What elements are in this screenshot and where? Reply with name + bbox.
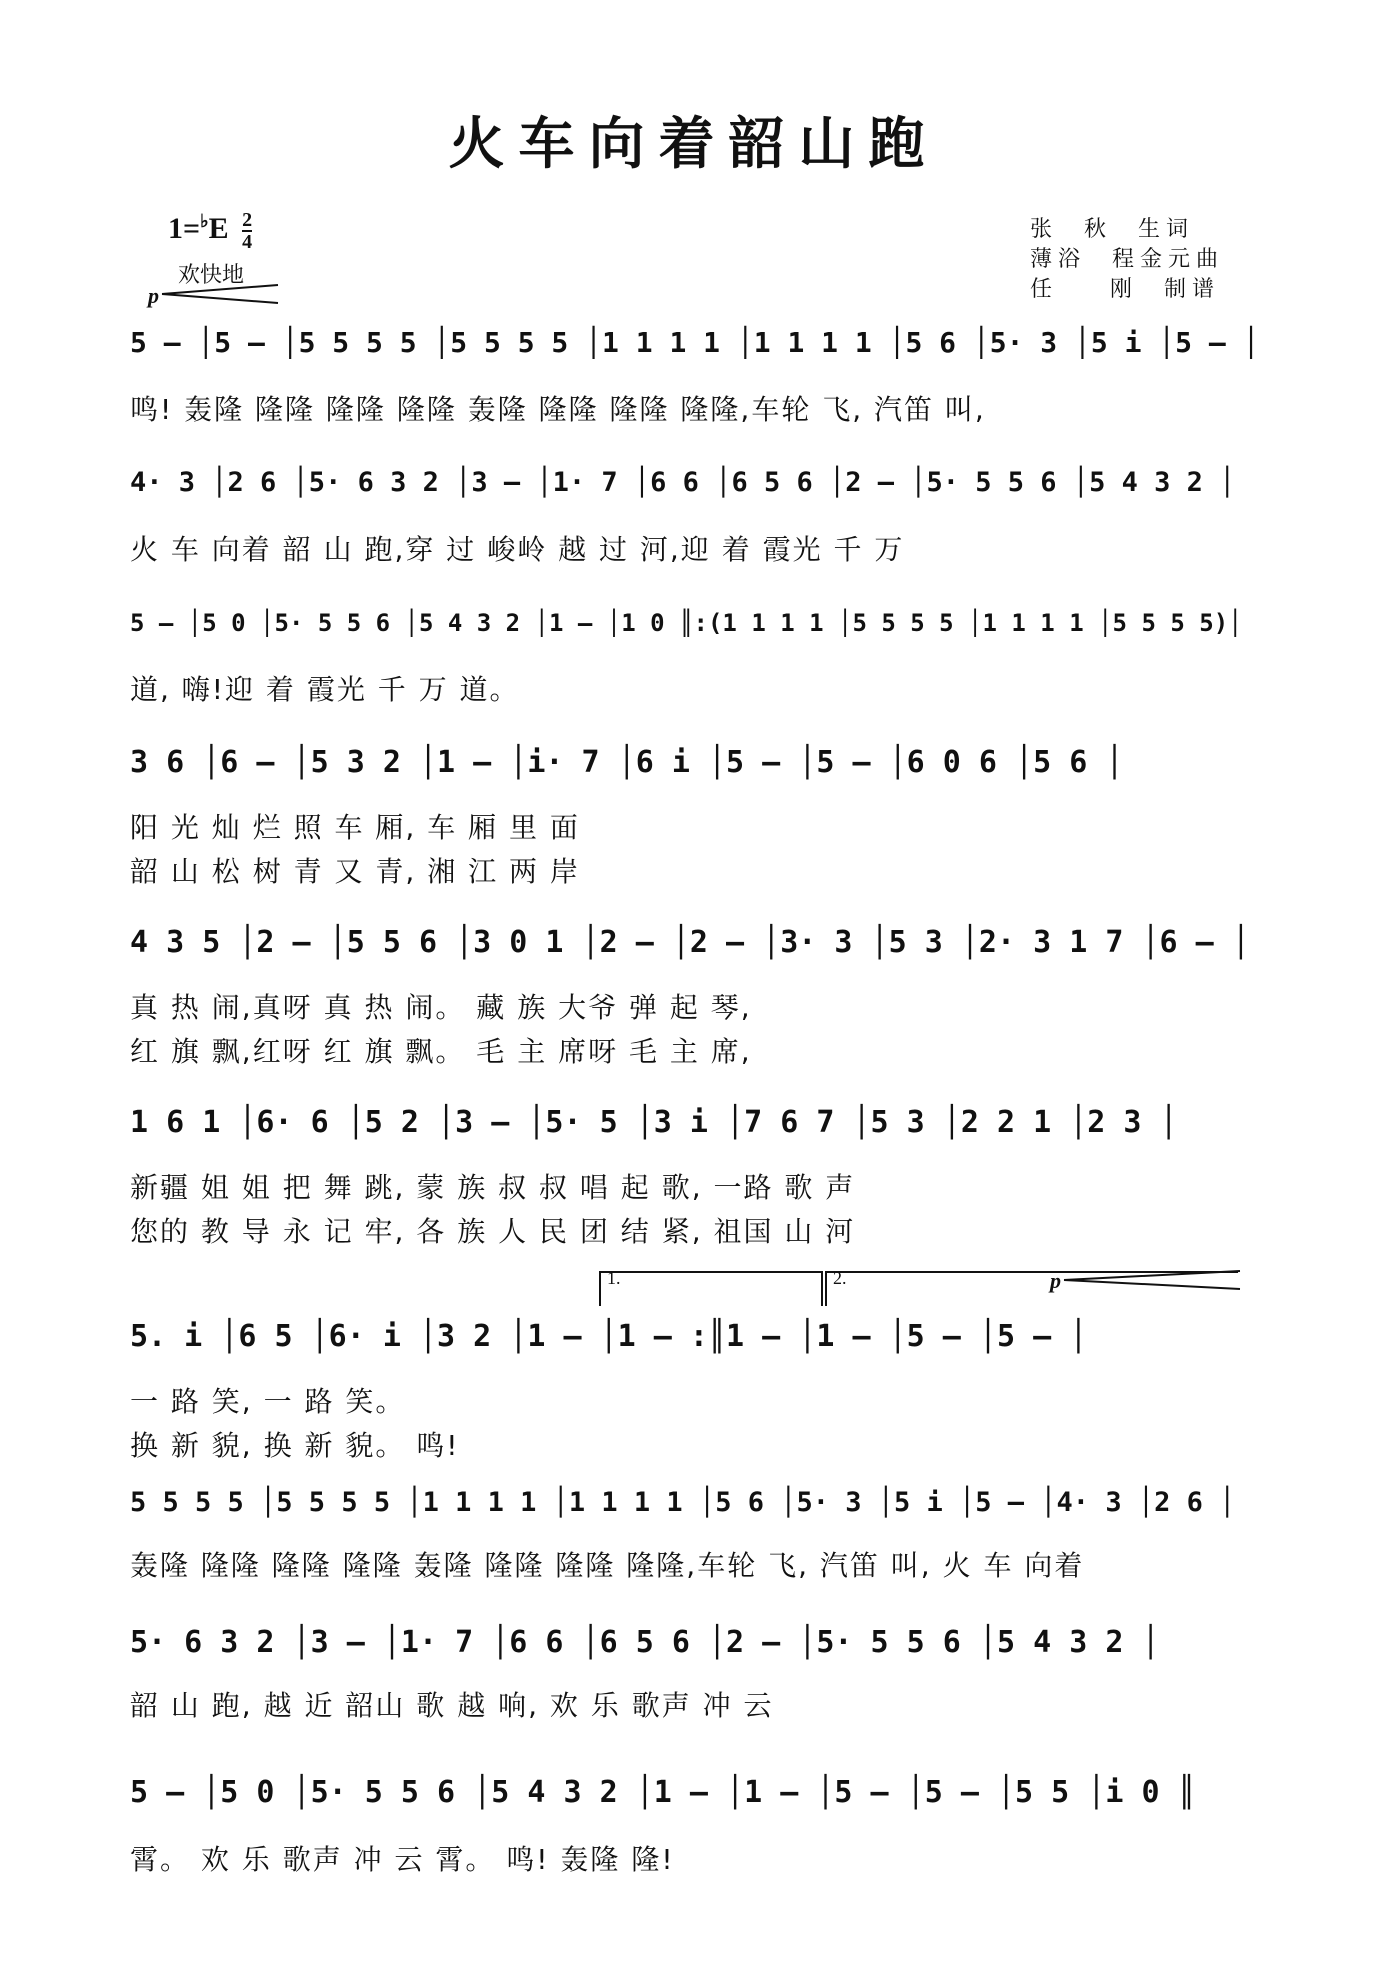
crescendo-hairpin-2 bbox=[1062, 1268, 1242, 1292]
lyric-line-verse-1: 真 热 闹,真呀 真 热 闹。 藏 族 大爷 弹 起 琴, bbox=[130, 991, 752, 1024]
lyric-line: 轰隆 隆隆 隆隆 隆隆 轰隆 隆隆 隆隆 隆隆,车轮 飞, 汽笛 叫, 火 车 向着 bbox=[130, 1549, 1085, 1582]
notation-line: 5 – │5 0 │5· 5 5 6 │5 4 3 2 │1 – │1 – │5 – │5 – │5 5 │i 0 ║ bbox=[130, 1775, 1196, 1810]
notation-line: 5 5 5 5 │5 5 5 5 │1 1 1 1 │1 1 1 1 │5 6 │5· 3 │5 i │5 – │4· 3 │2 6 │ bbox=[130, 1487, 1236, 1518]
lyric-line: 霄。 欢 乐 歌声 冲 云 霄。 鸣! 轰隆 隆! bbox=[130, 1843, 675, 1876]
notation-line: 5· 6 3 2 │3 – │1· 7 │6 6 │6 5 6 │2 – │5· 5 5 6 │5 4 3 2 │ bbox=[130, 1625, 1160, 1660]
lyric-line: 鸣! 轰隆 隆隆 隆隆 隆隆 轰隆 隆隆 隆隆 隆隆,车轮 飞, 汽笛 叫, bbox=[130, 393, 986, 426]
dynamic-p-later: p bbox=[1050, 1268, 1061, 1293]
lyric-line: 火 车 向着 韶 山 跑,穿 过 峻岭 越 过 河,迎 着 霞光 千 万 bbox=[130, 533, 905, 566]
lyric-line-verse-2: 换 新 貌, 换 新 貌。 鸣! bbox=[130, 1429, 460, 1462]
credits bbox=[1030, 215, 1224, 305]
lyric-line-verse-1: 一 路 笑, 一 路 笑。 bbox=[130, 1385, 406, 1418]
lyric-line-verse-1: 新疆 姐 姐 把 舞 跳, 蒙 族 叔 叔 唱 起 歌, 一路 歌 声 bbox=[130, 1171, 856, 1204]
volta-1-label: 1. bbox=[607, 1268, 621, 1288]
crescendo-hairpin bbox=[160, 282, 280, 306]
time-bottom: 4 bbox=[242, 231, 253, 253]
lyric-line: 韶 山 跑, 越 近 韶山 歌 越 响, 欢 乐 歌声 冲 云 bbox=[130, 1689, 774, 1722]
notation-line: 5 – │5 0 │5· 5 5 6 │5 4 3 2 │1 – │1 0 ║:(1 1 1 1 │5 5 5 5 │1 1 1 1 │5 5 5 5)│ bbox=[130, 609, 1243, 637]
dynamic-p-start: p bbox=[148, 283, 159, 308]
tempo-marking: 欢快地 bbox=[178, 263, 245, 288]
key-note: E bbox=[208, 211, 229, 245]
lyricist-credit: 张 秋 生词 bbox=[1030, 217, 1194, 242]
lyric-line-verse-2: 韶 山 松 树 青 又 青, 湘 江 两 岸 bbox=[130, 855, 580, 888]
key-prefix: 1= bbox=[168, 211, 201, 245]
lyric-line-verse-2: 您的 教 导 永 记 牢, 各 族 人 民 团 结 紧, 祖国 山 河 bbox=[130, 1215, 856, 1248]
notation-line: 3 6 │6 – │5 3 2 │1 – │i· 7 │6 i │5 – │5 – │6 0 6 │5 6 │ bbox=[130, 745, 1124, 780]
lyric-line-verse-2: 红 旗 飘,红呀 红 旗 飘。 毛 主 席呀 毛 主 席, bbox=[130, 1035, 752, 1068]
notation-line: 1 6 1 │6· 6 │5 2 │3 – │5· 5 │3 i │7 6 7 │5 3 │2 2 1 │2 3 │ bbox=[130, 1105, 1178, 1140]
lyric-line: 道, 嗨!迎 着 霞光 千 万 道。 bbox=[130, 673, 520, 706]
composer-credit: 薄浴 程金元曲 bbox=[1030, 247, 1224, 272]
notation-line: 5. i │6 5 │6· i │3 2 │1 – │1 – :║1 – │1 – │5 – │5 – │ bbox=[130, 1319, 1088, 1354]
time-top: 2 bbox=[242, 209, 253, 231]
notation-line: 4 3 5 │2 – │5 5 6 │3 0 1 │2 – │2 – │3· 3 │5 3 │2· 3 1 7 │6 – │ bbox=[130, 925, 1250, 960]
transcriber-credit: 任 刚 制谱 bbox=[1030, 277, 1220, 302]
lyric-line-verse-1: 阳 光 灿 烂 照 车 厢, 车 厢 里 面 bbox=[130, 811, 580, 844]
flat-sign: ♭ bbox=[200, 210, 209, 231]
song-title: 火车向着韶山跑 bbox=[448, 111, 939, 177]
notation-line: 4· 3 │2 6 │5· 6 3 2 │3 – │1· 7 │6 6 │6 5 6 │2 – │5· 5 5 6 │5 4 3 2 │ bbox=[130, 467, 1236, 498]
notation-line: 5 – │5 – │5 5 5 5 │5 5 5 5 │1 1 1 1 │1 1 1 1 │5 6 │5· 3 │5 i │5 – │ bbox=[130, 326, 1260, 359]
key-signature bbox=[168, 210, 252, 252]
time-signature bbox=[242, 210, 252, 252]
volta-2-label: 2. bbox=[833, 1268, 847, 1288]
